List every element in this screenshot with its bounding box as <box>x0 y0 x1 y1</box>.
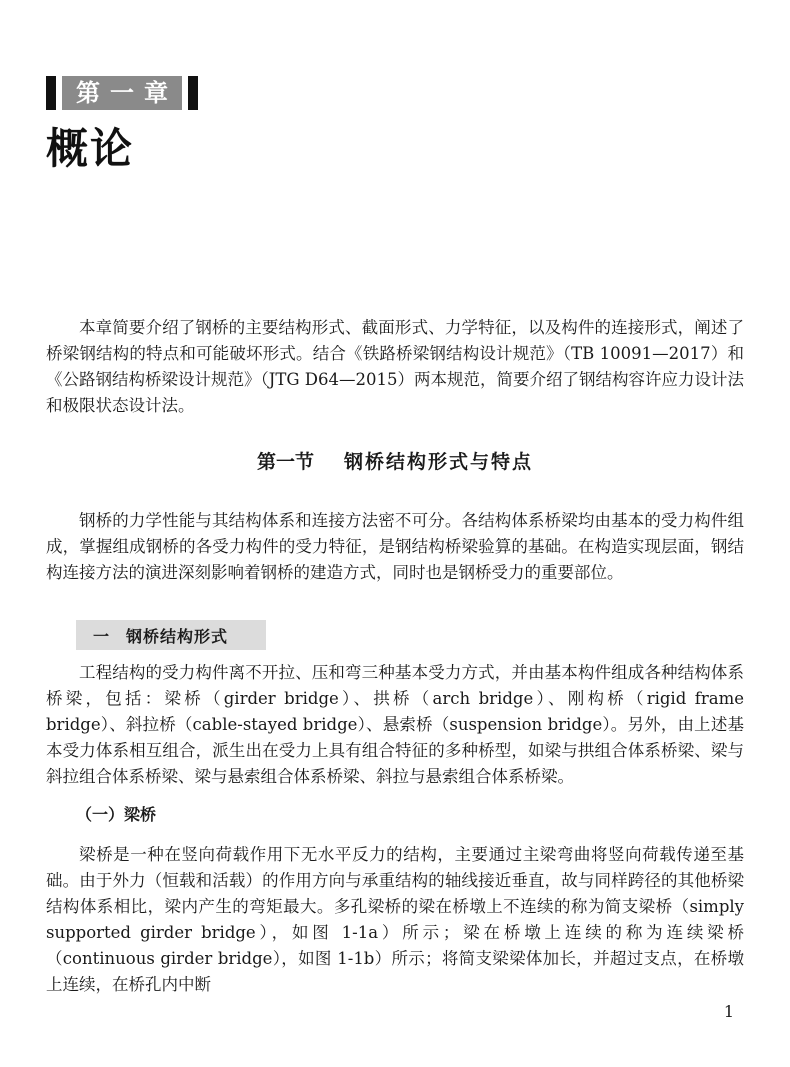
subsubsection-paragraph: 梁桥是一种在竖向荷载作用下无水平反力的结构，主要通过主梁弯曲将竖向荷载传递至基础。由于外力（恒载和活载）的作用方向与承重结构的轴线接近垂直，故与同样跨径的其他桥梁结构体系相比，梁内产生的弯矩最大。多孔梁桥的梁在桥墩上不连续的称为简支梁桥（simply supported girder bridge），如图 1-1a）所示；梁在桥墩上连续的称为连续梁桥（continuous girder bridge），如图 1-1b）所示；将简支梁梁体加长，并超过支点，在桥墩上连续，在桥孔内中断 <box>46 845 744 994</box>
section-number: 第一节 <box>256 451 314 473</box>
subsection-paragraph: 工程结构的受力构件离不开拉、压和弯三种基本受力方式，并由基本构件组成各种结构体系桥梁，包括：梁桥（girder bridge）、拱桥（arch bridge）、刚构桥（rigid frame bridge）、斜拉桥（cable-stayed bridge）、悬索桥（suspension bridge）。另外，由上述基本受力体系相互组合，派生出在受力上具有组合特征的多种桥型，如梁与拱组合体系桥梁、梁与斜拉组合体系桥梁、梁与悬索组合体系桥梁、斜拉与悬索组合体系桥梁。 <box>46 663 744 786</box>
subsection-number: 一 <box>92 626 109 646</box>
chapter-banner <box>46 76 198 110</box>
intro-paragraph: 本章简要介绍了钢桥的主要结构形式、截面形式、力学特征，以及构件的连接形式，阐述了桥梁钢结构的特点和可能破坏形式。结合《铁路桥梁钢结构设计规范》（TB 10091—2017）和《公路钢结构桥梁设计规范》（JTG D64—2015）两本规范，简要介绍了钢结构容许应力设计法和极限状态设计法。 <box>46 318 745 415</box>
banner-left-bar <box>46 76 56 110</box>
subsection-title: 钢桥结构形式 <box>126 626 229 646</box>
subsubsection-heading: （一）梁桥 <box>76 805 157 824</box>
section-title: 钢桥结构形式与特点 <box>344 451 534 473</box>
page-number: 1 <box>723 1002 734 1021</box>
banner-right-bar <box>188 76 198 110</box>
section-paragraph: 钢桥的力学性能与其结构体系和连接方法密不可分。各结构体系桥梁均由基本的受力构件组成，掌握组成钢桥的各受力构件的受力特征，是钢结构桥梁验算的基础。在构造实现层面，钢结构连接方法的演进深刻影响着钢桥的建造方式，同时也是钢桥受力的重要部位。 <box>46 511 744 582</box>
chapter-label: 第一章 <box>62 76 182 110</box>
section-heading <box>0 448 790 476</box>
subsection-heading <box>76 620 266 650</box>
chapter-title: 概论 <box>46 124 135 173</box>
